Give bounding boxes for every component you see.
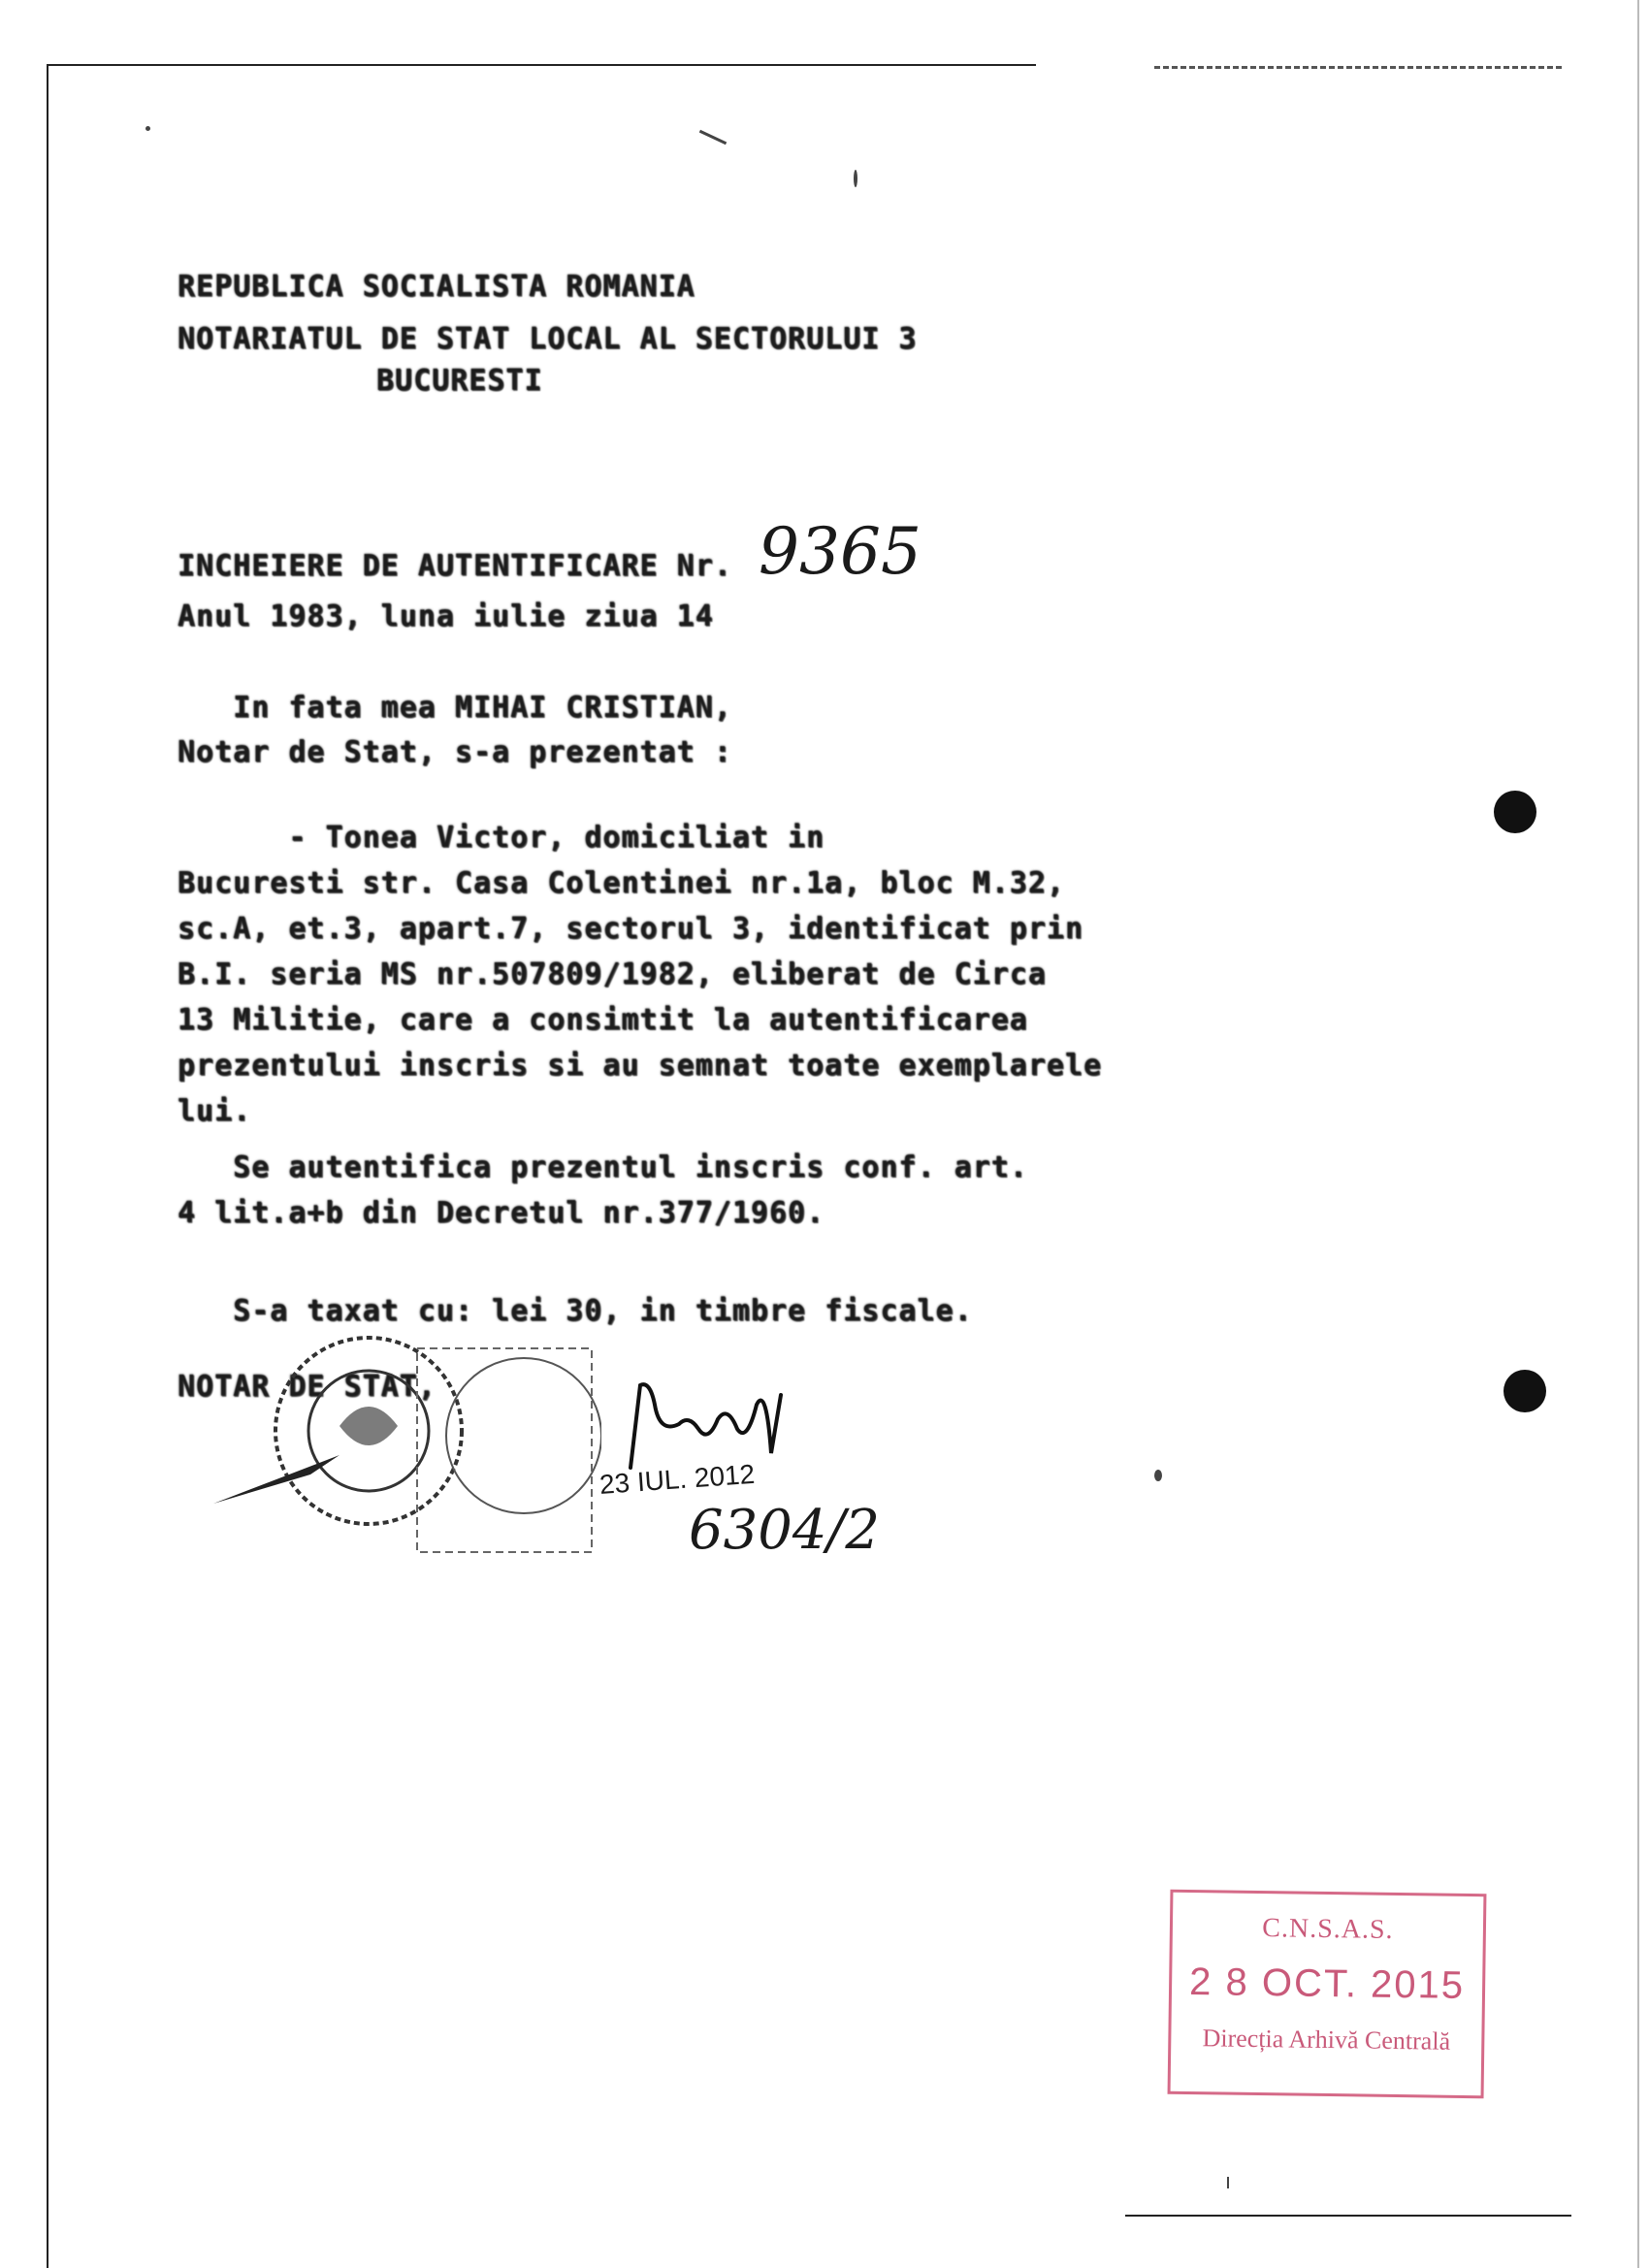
scan-speck <box>1154 1470 1162 1481</box>
scan-speck <box>146 126 150 131</box>
legal-basis-line: Se autentifica prezentul inscris conf. art. <box>178 1150 1028 1184</box>
cnsas-archive-stamp <box>1168 1890 1487 2099</box>
scan-speck <box>1227 2177 1229 2188</box>
punch-hole-upper <box>1494 791 1536 833</box>
certificate-title: INCHEIERE DE AUTENTIFICARE Nr. <box>178 549 732 583</box>
stamp-department: Direcția Arhivă Centrală <box>1202 2024 1451 2056</box>
header-city: BUCURESTI <box>376 364 543 398</box>
body-line: lui. <box>178 1094 252 1128</box>
stamp-date: 2 8 OCT. 2015 <box>1188 1960 1466 2007</box>
certificate-date: Anul 1983, luna iulie ziua 14 <box>178 599 714 633</box>
punch-hole-lower <box>1504 1370 1546 1412</box>
page-border-bottom <box>1125 2215 1571 2217</box>
dashed-border-top <box>1154 66 1562 69</box>
page-border-top <box>47 64 1036 66</box>
page-border-left <box>47 64 48 2268</box>
legal-basis-line: 4 lit.a+b din Decretul nr.377/1960. <box>178 1196 825 1230</box>
notary-seal <box>194 1319 601 1562</box>
notary-signature <box>621 1376 795 1473</box>
header-notariat: NOTARIATUL DE STAT LOCAL AL SECTORULUI 3 <box>178 322 918 356</box>
body-line: 13 Militie, care a consimtit la autentificarea <box>178 1003 1028 1037</box>
body-line: Bucuresti str. Casa Colentinei nr.1a, bloc M.32, <box>178 866 1065 900</box>
header-republic: REPUBLICA SOCIALISTA ROMANIA <box>178 270 695 304</box>
scan-speck <box>699 130 727 145</box>
body-line: Notar de Stat, s-a prezentat : <box>178 735 732 769</box>
archive-received-date: 23 IUL. 2012 <box>598 1458 757 1500</box>
archive-registration-number: 6304/2 <box>689 1499 881 1562</box>
scan-speck <box>854 170 857 187</box>
page-border-right <box>1637 0 1639 2268</box>
body-line: sc.A, et.3, apart.7, sectorul 3, identificat prin <box>178 912 1084 946</box>
notary-signature-label: NOTAR DE STAT, <box>178 1370 436 1404</box>
fee-line: S-a taxat cu: lei 30, in timbre fiscale. <box>178 1294 973 1328</box>
body-line: - Tonea Victor, domiciliat in <box>178 821 825 855</box>
body-line: prezentului inscris si au semnat toate exemplarele <box>178 1049 1103 1083</box>
body-line: In fata mea MIHAI CRISTIAN, <box>178 691 732 725</box>
body-line: B.I. seria MS nr.507809/1982, eliberat de Circa <box>178 957 1047 991</box>
certificate-number-handwritten: 9365 <box>759 514 922 589</box>
stamp-org: C.N.S.A.S. <box>1262 1913 1394 1945</box>
